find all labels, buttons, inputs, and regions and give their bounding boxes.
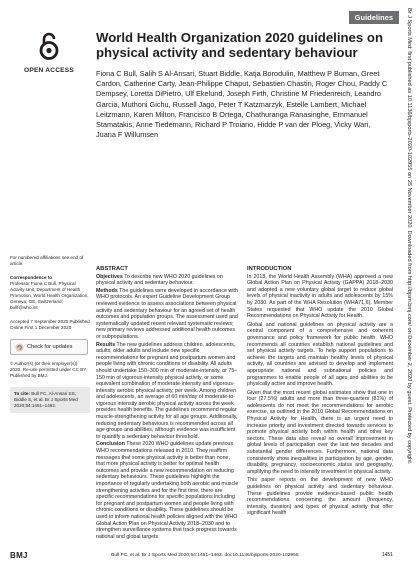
check-for-updates-label: Check for updates (27, 344, 73, 350)
open-access-badge (10, 32, 88, 74)
open-access-icon (38, 32, 60, 60)
cite-label: To cite: (14, 391, 30, 396)
left-sidebar (10, 255, 90, 413)
affiliations-note: For numbered affiliations see end of article. (10, 255, 84, 266)
intro-paragraph-1: In 2018, the World Health Assembly (WHA) approved a new Global Action Plan on Physical Activity (GAPPA) 2018–2030 and adopted a new voluntary global target to reduce global levels of physical inactivity in adults and adolescents by 15% by 2030. As part of the WHA Resolution (WHA71.6), Member States requested that WHO update the 2010 Global Recommendations on Physical Activity for Health. (247, 273, 393, 320)
methods-label: Methods (96, 287, 118, 294)
methods-text: The guidelines were developed in accordance with WHO protocols. An expert Guideline Development Group reviewed evidence to assess associations between physical activity and sedentary behaviour for an agreed set of health outcomes and population groups. The assessment used and systematically updated recent relevant systematic reviews; new primary reviews addressed additional health outcomes or subpopulations. (96, 287, 238, 340)
dates-block: Accepted 7 September 2020 Published Online First 1 December 2020 (10, 319, 90, 330)
section-tag: Guidelines (349, 11, 399, 24)
abstract-methods (96, 288, 239, 341)
refresh-icon (15, 343, 24, 352)
objectives-text: To describe new WHO 2020 guidelines on physical activity and sedentary behaviour. (96, 273, 223, 287)
conclusion-label: Conclusion (96, 441, 125, 448)
page-number: 1451 (381, 552, 393, 558)
cite-text: Bull FC, Al-Ansari SS, Biddle S, et al. Br J Sports Med 2020;54:1451–1462. (14, 391, 78, 408)
author-list: Fiona C Bull, Salih S Al-Ansari, Stuart Biddle, Katja Borodulin, Matthew P Buman, Greet Cardon, Catherine Carty, Jean-Philippe Chaput, Sebastien Chastin, Roger Chou, Paddy C Dempsey, Loretta DiPietro, Ulf Ekelund, Joseph Firth, Christine M Friedenreich, Leandro Garcia, Muthoni Gichu, Russell Jago, Peter T Katzmarzyk, Estelle Lambert, Michael Leitzmann, Karen Milton, Francisco B Ortega, Chathuranga Ranasinghe, Emmanuel Stamatakis, Anne Tiedemann, Richard P Troiano, Hidde P van der Ploeg, Vicky Wari, Juana F Willumsen (96, 69, 388, 140)
copyright-note: © Author(s) (or their employer(s)) 2020. Re-use permitted under CC BY. Published by BMJ. (10, 361, 88, 378)
correspondence-label: Correspondence to (10, 275, 53, 280)
intro-paragraph-4: This paper reports on the development of new WHO guidelines on physical activity and sedentary behaviour. These guidelines provide evidence-based public health recommendations concerning the amount (frequency, intensity, duration) and types of physical activity that offer significant health (247, 477, 393, 517)
abstract-heading: ABSTRACT (96, 266, 128, 272)
open-access-label: OPEN ACCESS (24, 67, 74, 74)
correspondence-text: Professor Fiona C Bull, Physical Activity Unit, Department of Health Promotion, World Health Organization, Geneva, GE, Switzerland; bullf@who.int (10, 281, 89, 310)
bmj-logo: BMJ (10, 550, 28, 560)
cite-box (10, 387, 90, 413)
objectives-label: Objectives (96, 273, 123, 280)
correspondence-block (10, 275, 90, 311)
abstract-column (96, 266, 239, 541)
abstract-conclusion (96, 441, 239, 540)
page-footer (10, 549, 393, 561)
results-text: The new guidelines address children, adolescents, adults, older adults and include new specific recommendations for pregnant and postpartum women and people living with chronic conditions or disability. All adults should undertake 150–300 min of moderate-intensity, or 75–150 min of vigorous-intensity physical activity, or some equivalent combination of moderate-intensity and vigorous-intensity aerobic physical activity, per week. Among children and adolescents, an average of 60 min/day of moderate-to-vigorous intensity aerobic physical activity across the week provides health benefits. The guidelines recommend regular muscle-strengthening activity for all age groups. Additionally, reducing sedentary behaviours is recommended across all age groups and abilities, although evidence was insufficient to quantify a sedentary behaviour threshold. (96, 341, 238, 440)
abstract-results (96, 342, 239, 441)
footer-citation: Bull FC, et al. Br J Sports Med 2020;54:1451–1462. doi:10.1136/bjsports-2020-102955 (111, 552, 299, 558)
check-for-updates-button[interactable] (10, 339, 88, 355)
intro-paragraph-2: Global and national guidelines on physical activity are a central component of a comprehensive and coherent governance and policy framework for public health. WHO recommends all countries establish national guidelines and set physical activity targets. To help support populations to achieve the targets and maintain healthy levels of physical activity, all countries are advised to develop and implement appropriate national and subnational policies and programmes to enable people of all ages and abilities to be physically active and improve health. (247, 321, 393, 388)
abstract-objectives (96, 274, 239, 287)
intro-paragraph-3: Given that the most recent global estimates show that one in four (27.5%) adults and more than three-quarters (81%) of adolescents do not meet the recommendations for aerobic exercise, as outlined in the 2010 Global Recommendations on Physical Activity for Health, there is an urgent need to increase priority and investment directed towards services to promote physical activity both within health and other key sectors. These data also reveal no overall improvement in global levels of participation over the last two decades and substantial gender differences. Furthermore, national data consistently show inequalities in participation by age, gender, disability, pregnancy, socioeconomic status and geography, amplifying the need to intensify investment in physical activity. (247, 389, 393, 475)
side-citation-strip (400, 0, 417, 568)
side-citation-text: Br J Sports Med: first published as 10.1136/bjsports-2020-102955 on 25 November 2020. Downloaded from http://bjsm.bmj.com/ on December 2, 2020 by guest. Protected by copyright. (406, 8, 412, 465)
results-label: Results (96, 341, 116, 348)
conclusion-text: These 2020 WHO guidelines update previous WHO recommendations released in 2010. They reaffirm messages that some physical activity is better than none, that more physical activity is better for optimal health outcomes and provide a new recommendation on reducing sedentary behaviours. These guidelines highlight the importance of regularly undertaking both aerobic and muscle strengthening activities and for the first time, there are specific recommendations for specific populations including for pregnant and postpartum women and people living with chronic conditions or disability. These guidelines should be used to inform national health policies aligned with the WHO Global Action Plan on Physical Activity 2018–2030 and to strengthen surveillance systems that track progress towards national and global targets. (96, 441, 239, 540)
article-title: World Health Organization 2020 guidelines on physical activity and sedentary behaviour (96, 30, 383, 60)
header-band (0, 0, 399, 22)
introduction-column (247, 266, 393, 519)
introduction-heading: INTRODUCTION (247, 266, 292, 272)
